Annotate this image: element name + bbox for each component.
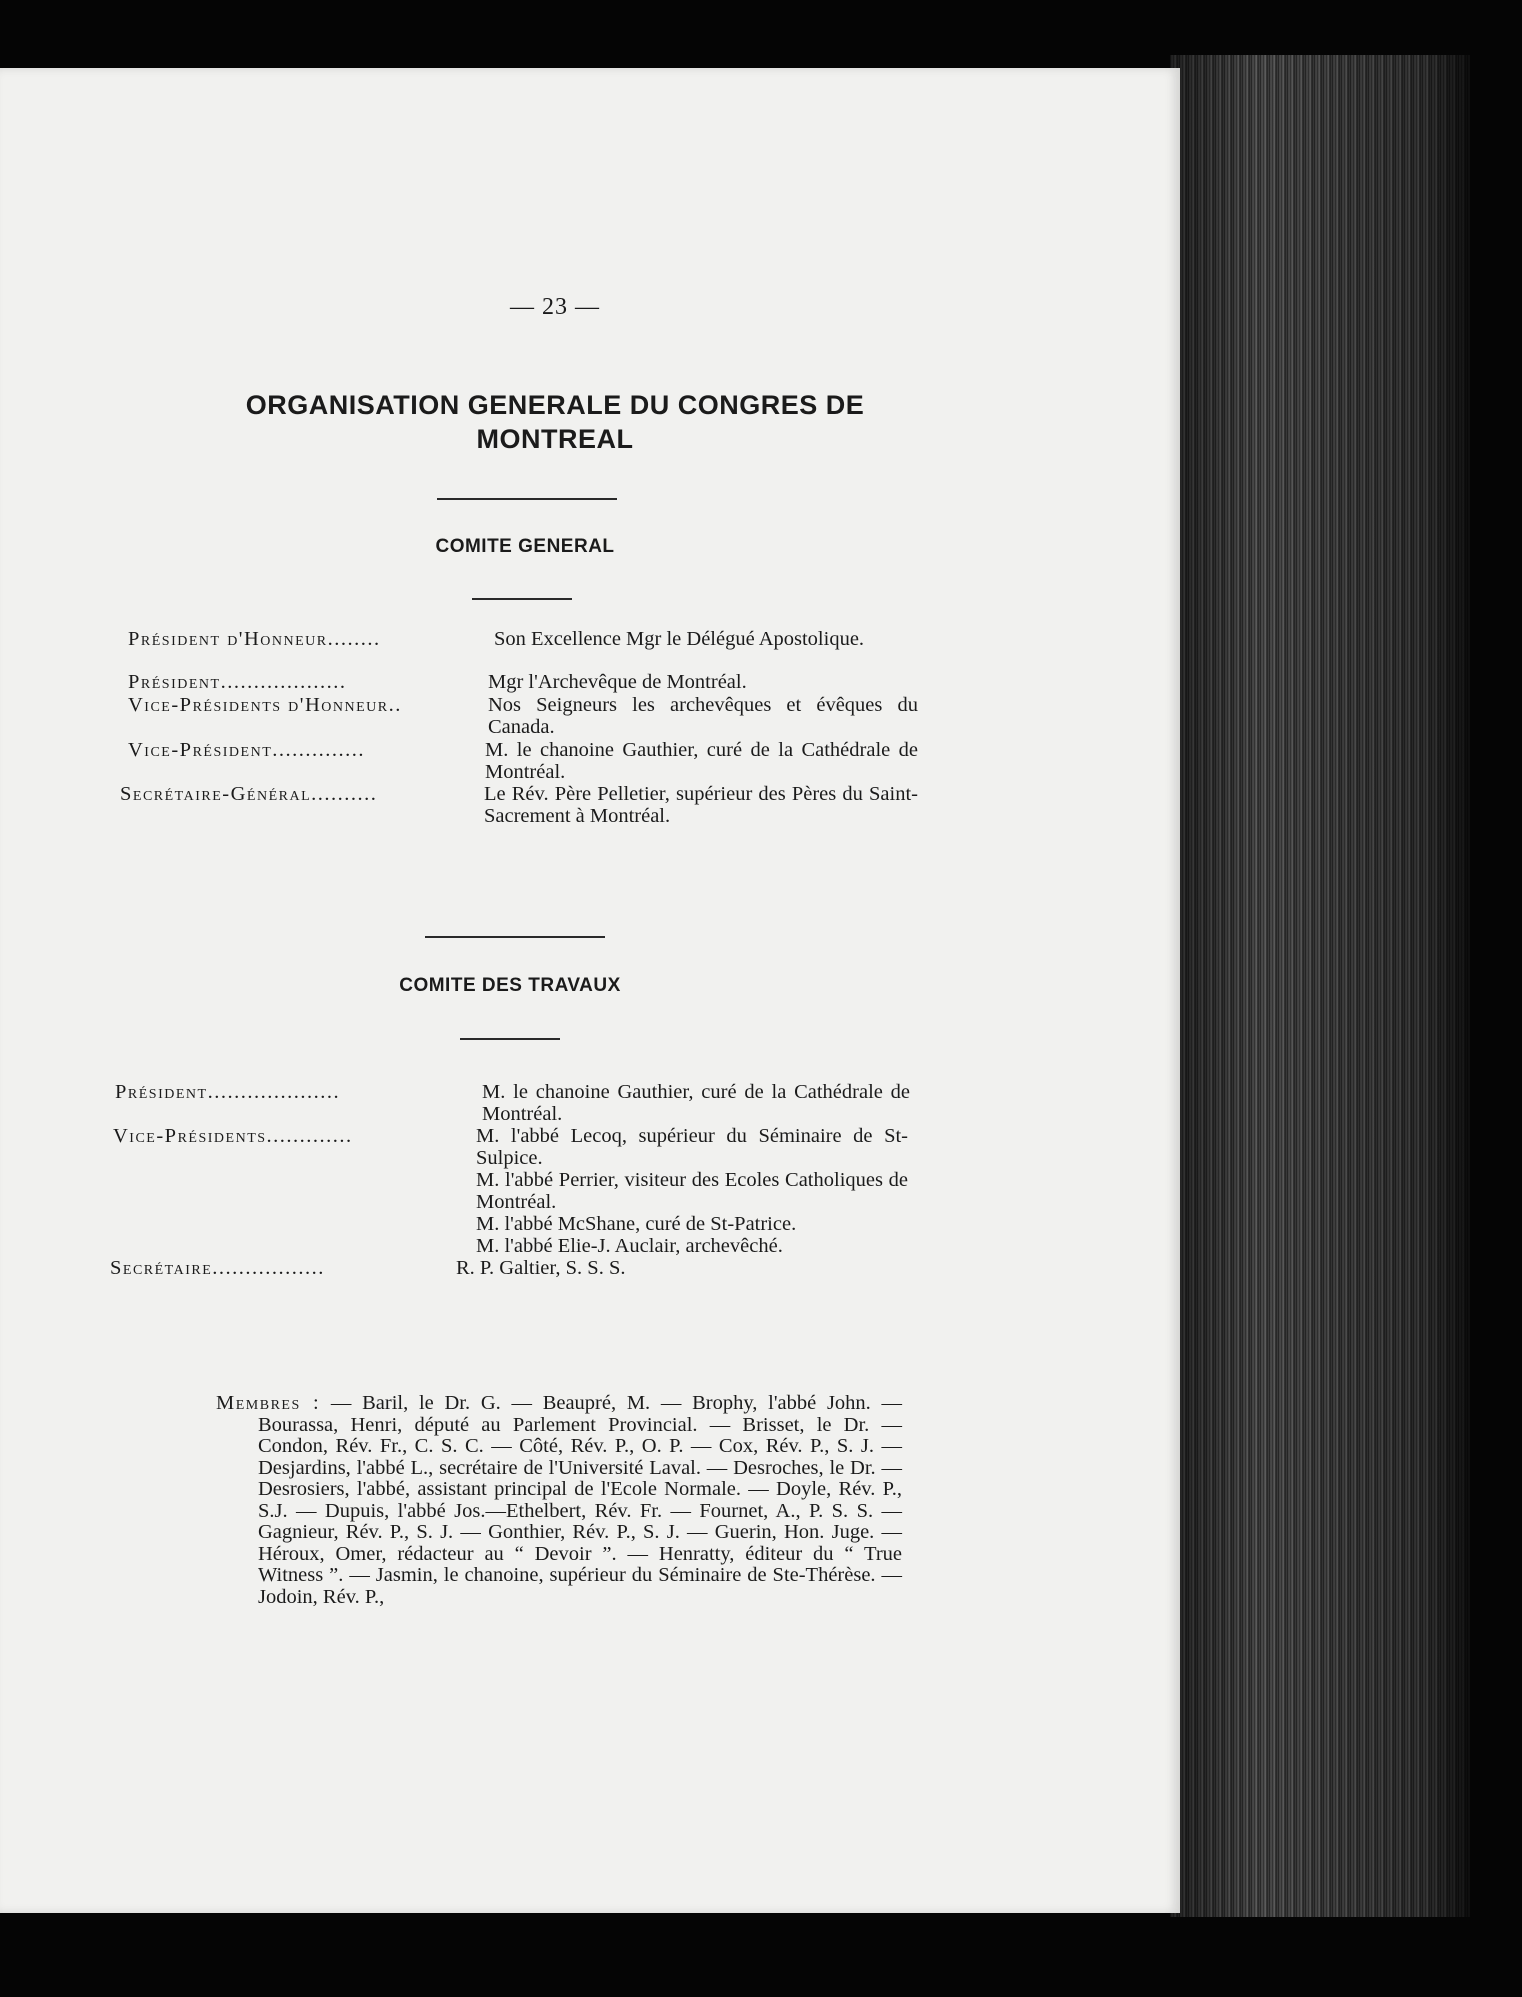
entry-value: M. le chanoine Gauthier, curé de la Cathédrale de Montréal. (482, 1081, 910, 1125)
entry-value: Mgr l'Archevêque de Montréal. (488, 671, 747, 693)
entry-label: Président d'Honneur........ (128, 628, 381, 650)
divider-rule (472, 598, 572, 600)
page-number: — 23 — (510, 294, 600, 320)
entry-label: Secrétaire................. (110, 1257, 325, 1279)
entry-value: R. P. Galtier, S. S. S. (456, 1257, 626, 1279)
entry-value: M. l'abbé Perrier, visiteur des Ecoles Catholiques de Montréal. (476, 1169, 908, 1213)
entry-label: Secrétaire-Général.......... (120, 783, 378, 805)
page-content (0, 68, 1180, 1913)
divider-rule (437, 498, 617, 500)
divider-rule (425, 936, 605, 938)
book-page (0, 68, 1180, 1913)
membres-list: — Baril, le Dr. G. — Beaupré, M. — Brophy, l'abbé John. — Bourassa, Henri, député au Parlement Provincial. — Brisset, le Dr. — Condon, Rév. Fr., C. S. C. — Côté, Rév. P., O. P. — Cox, Rév. P., S. J. — Desjardins, l'abbé L., secrétaire de l'Université Laval. — Desroches, le Dr. — Desrosiers, l'abbé, assistant principal de l'Ecole Normale. — Doyle, Rév. P., S.J. — Dupuis, l'abbé Jos.—Ethelbert, Rév. Fr. — Fournet, A., P. S. S. — Gagnieur, Rév. P., S. J. — Gonthier, Rév. P., S. J. — Guerin, Hon. Juge. — Héroux, Omer, rédacteur au “ Devoir ”. — Henratty, éditeur du “ True Witness ”. — Jasmin, le chanoine, supérieur du Séminaire de Ste-Thérèse. — Jodoin, Rév. P., (258, 1392, 903, 1608)
entry-value: Son Excellence Mgr le Délégué Apostolique. (494, 628, 865, 650)
title-line-2: MONTREAL (476, 424, 634, 454)
entry-value: M. le chanoine Gauthier, curé de la Cathédrale de Montréal. (485, 739, 918, 783)
entry-value: M. l'abbé McShane, curé de St-Patrice. (476, 1213, 797, 1235)
book-edge-shadow (1170, 55, 1470, 1917)
membres-body (110, 1393, 902, 1608)
entry-value: M. l'abbé Elie-J. Auclair, archevêché. (476, 1235, 783, 1257)
entry-label: Vice-Présidents............. (113, 1125, 353, 1147)
entry-value: Le Rév. Père Pelletier, supérieur des Pères du Saint-Sacrement à Montréal. (484, 783, 918, 827)
entry-value: Nos Seigneurs les archevêques et évêques du Canada. (488, 694, 918, 738)
section-heading-comite-general: COMITE GENERAL (435, 536, 615, 557)
membres-label: Membres : (216, 1392, 321, 1414)
entry-label: Président................... (128, 671, 347, 693)
title-line-1: ORGANISATION GENERALE DU CONGRES DE (245, 390, 865, 420)
entry-label: Vice-Président.............. (128, 739, 365, 761)
divider-rule (460, 1038, 560, 1040)
section-heading-comite-travaux: COMITE DES TRAVAUX (399, 975, 621, 996)
page-title (130, 388, 980, 456)
entry-value: M. l'abbé Lecoq, supérieur du Séminaire de St-Sulpice. (476, 1125, 908, 1169)
entry-label: Vice-Présidents d'Honneur.. (128, 694, 402, 716)
membres-paragraph (110, 1393, 902, 1608)
entry-label: Président.................... (115, 1081, 341, 1103)
